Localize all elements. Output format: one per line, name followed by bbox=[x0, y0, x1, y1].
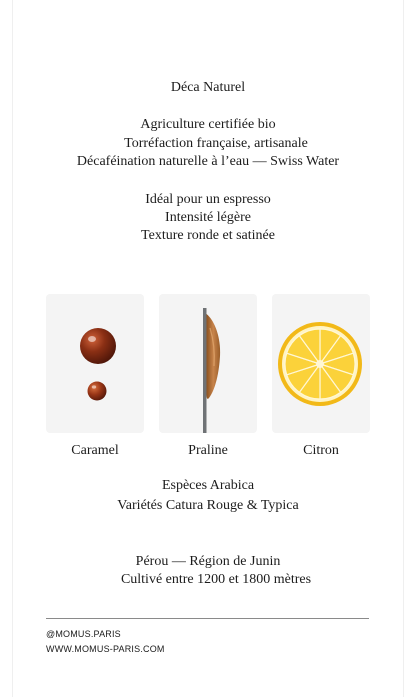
footer-divider bbox=[46, 618, 369, 619]
website-link[interactable]: WWW.MOMUS-PARIS.COM bbox=[46, 644, 165, 654]
note-card-caramel bbox=[46, 294, 144, 433]
origin-altitude: Cultivé entre 1200 et 1800 mètres bbox=[120, 572, 312, 587]
lemon-slice-icon bbox=[272, 294, 370, 433]
feature-roasting: Torréfaction française, artisanale bbox=[124, 136, 308, 151]
product-name: Déca Naturel bbox=[170, 80, 246, 95]
note-card-praline bbox=[159, 294, 257, 433]
frame-border-left bbox=[12, 0, 13, 697]
origin-region: Pérou — Région de Junin bbox=[135, 554, 281, 569]
frame-border-right bbox=[403, 0, 404, 697]
varieties-text: Variétés Catura Rouge & Typica bbox=[117, 498, 299, 513]
feature-organic: Agriculture certifiée bio bbox=[140, 117, 276, 132]
note-label-citron: Citron bbox=[303, 443, 339, 458]
profile-intensity: Intensité légère bbox=[165, 210, 251, 225]
profile-texture: Texture ronde et satinée bbox=[141, 228, 275, 243]
praline-spoon-icon bbox=[159, 294, 257, 433]
feature-decaf: Décaféination naturelle à l’eau — Swiss Water bbox=[76, 154, 340, 169]
caramel-drops-icon bbox=[46, 294, 144, 433]
profile-espresso: Idéal pour un espresso bbox=[145, 192, 271, 207]
note-card-citron bbox=[272, 294, 370, 433]
instagram-handle[interactable]: @MOMUS.PARIS bbox=[46, 629, 121, 639]
note-label-praline: Praline bbox=[188, 443, 228, 458]
species-text: Espèces Arabica bbox=[161, 478, 255, 493]
note-label-caramel: Caramel bbox=[71, 443, 119, 458]
